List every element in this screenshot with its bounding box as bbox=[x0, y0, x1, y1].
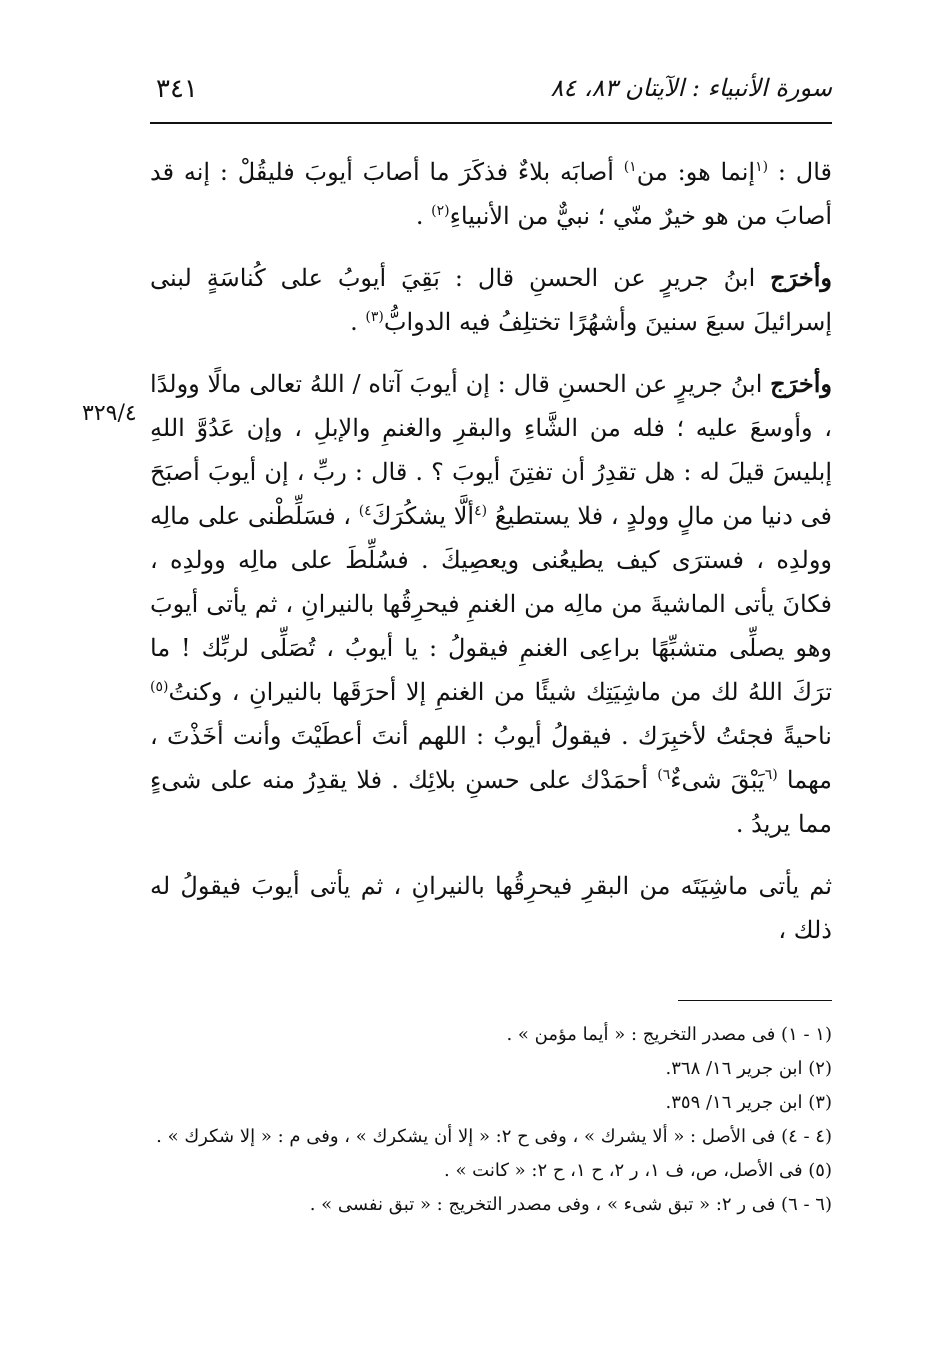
margin-reference: ٣٢٩/٤ bbox=[82, 401, 137, 426]
main-text bbox=[150, 150, 832, 970]
footnote-marker: ٤) bbox=[358, 503, 372, 519]
paragraph bbox=[150, 256, 832, 344]
page-number: ٣٤١ bbox=[156, 74, 198, 104]
running-header bbox=[150, 70, 832, 110]
paragraph bbox=[150, 150, 832, 238]
text-segment: ناحيةً فجئتُ لأخبِرَك . فيقولُ أيوبُ : اللهم أنتَ أعطَيْتَ وأنت أخَذْتَ ، مهما bbox=[150, 722, 833, 794]
footnote-item: (٥) فى الأصل، ص، ف ١، ر ٢، ح ١، ح ٢: « كانت » . bbox=[444, 1160, 832, 1181]
text-segment: أصابَه بلاءٌ فذكَرَ ما أصابَ أيوبَ فليقُلْ : إنه قد أصابَ من هو خيرٌ منّي ؛ نبيٌّ من الأنبياءِ bbox=[150, 158, 832, 230]
footnotes bbox=[150, 1018, 832, 1222]
text-segment: ابنُ جريرٍ عن الحسنِ قال : بَقِيَ أيوبُ على كُناسَةٍ لبنى إسرائيلَ سبعَ سنينَ وأشهُرًا تختلِفُ فيه الدوابُّ bbox=[150, 264, 832, 336]
footnote-item: (٣) ابن جرير ١٦/ ٣٥٩. bbox=[665, 1092, 832, 1113]
text-segment: أحمَدْك على حسنِ بلائِك . فلا يقدِرُ منه على شىءٍ مما يريدُ . bbox=[150, 766, 832, 838]
footnote-rule bbox=[678, 1000, 832, 1001]
text-segment: ، فسَلِّطْنى على مالِه وولدِه ، فسترَى كيف يطيعُنى ويعصِيكَ . فسُلِّطَ على مالِه وولدِه ، فكانَ يأتى الماشيةَ من مالِه من الغنمِ فيحرِقُها بالنيرانِ ، ثم يأتى أيوبَ وهو يصلِّى متشبِّهًا براعِى الغنمِ فيقولُ : يا أيوبُ ، تُصَلِّى لربِّك ! ما ترَكَ اللهُ لك من ماشِيَتِك شيئًا من الغنمِ إلا أحرَقَها بالنيرانِ ، وكنتُ bbox=[150, 502, 832, 706]
text-segment: إنما هو: من bbox=[636, 158, 756, 186]
text-segment: يَبْقَ شىءٌ bbox=[670, 766, 765, 794]
footnote-marker: (٢) bbox=[431, 203, 450, 219]
text-segment: قال : bbox=[768, 158, 833, 186]
surah-title: سورة الأنبياء : الآيتان ٨٣، ٨٤ bbox=[550, 74, 832, 102]
footnote-marker: (٦ bbox=[764, 767, 778, 783]
footnote-marker: (٤ bbox=[474, 503, 488, 519]
text-segment: . bbox=[415, 202, 432, 230]
footnote-marker: (١ bbox=[755, 159, 769, 175]
paragraph bbox=[150, 362, 832, 846]
text-segment: . bbox=[350, 308, 366, 336]
footnote-marker: (٣) bbox=[365, 309, 384, 325]
footnote-marker: ٦) bbox=[657, 767, 671, 783]
footnote-item: (١ - ١) فى مصدر التخريج : « أيما مؤمن » . bbox=[506, 1024, 832, 1045]
footnote-item: (٦ - ٦) فى ر ٢: « تبق شىء » ، وفى مصدر التخريج : « تبق نفسى » . bbox=[309, 1194, 832, 1215]
paragraph-lead-word: وأخرَج bbox=[770, 263, 832, 292]
footnote-marker: ١) bbox=[623, 159, 637, 175]
footnote-item: (٤ - ٤) فى الأصل : « ألا يشرك » ، وفى ح ٢: « إلا أن يشكرك » ، وفى م : « إلا شكرك » . bbox=[156, 1126, 832, 1147]
text-segment: ألَّا يشكُرَكَ bbox=[371, 502, 475, 530]
text-segment: ثم يأتى ماشِيَتَه من البقرِ فيحرِقُها بالنيرانِ ، ثم يأتى أيوبَ فيقولُ له ذلك ، bbox=[150, 872, 832, 944]
paragraph-lead-word: وأخرَج bbox=[770, 369, 832, 398]
paragraph bbox=[150, 864, 832, 952]
header-rule bbox=[150, 122, 832, 124]
footnote-marker: (٥) bbox=[150, 679, 169, 695]
text-segment: ابنُ جريرٍ عن الحسنِ قال : إن أيوبَ آتاه / اللهُ تعالى مالًا وولدًا ، وأوسعَ عليه ؛ فله من الشَّاءِ والبقرِ والغنمِ والإبلِ ، وإن عَدُوَّ اللهِ إبليسَ قيلَ له : هل تقدِرُ أن تفتِنَ أيوبَ ؟ . قال : ربِّ ، إن أيوبَ أصبَحَ فى دنيا من مالٍ وولدٍ ، فلا يستطيعُ bbox=[150, 370, 833, 530]
footnote-item: (٢) ابن جرير ١٦/ ٣٦٨. bbox=[665, 1058, 832, 1079]
